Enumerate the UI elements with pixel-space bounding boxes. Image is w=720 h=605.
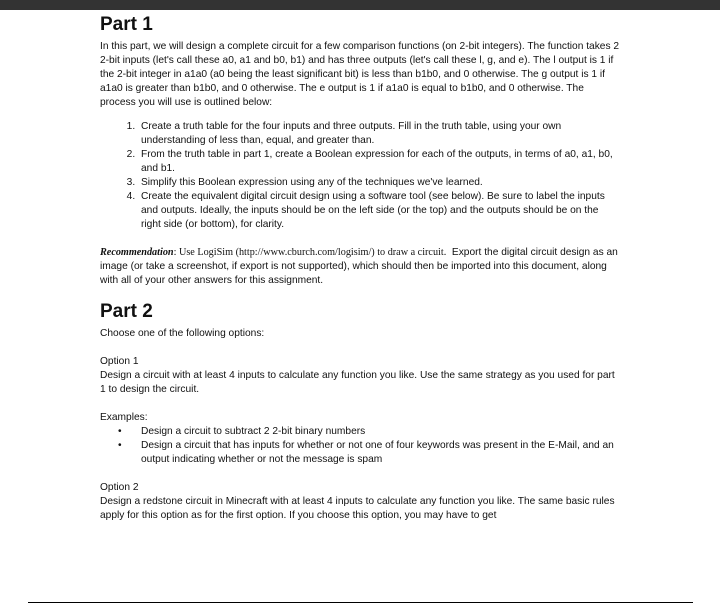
examples-label: Examples:	[100, 412, 148, 423]
list-item: 4. Create the equivalent digital circuit design using a software tool (see below). Be sure to label the inputs and outputs. Ideally, the inputs should be on the left side (or the top) and the outputs should be on the right side (or bottom), for clarity.	[138, 190, 620, 232]
bullet-icon: •	[118, 440, 122, 451]
list-item: 2. From the truth table in part 1, create a Boolean expression for each of the outputs, in terms of a0, a1, b0, and b1.	[138, 148, 620, 176]
examples-list	[100, 425, 620, 467]
list-item: • Design a circuit to subtract 2 2-bit binary numbers	[118, 426, 366, 437]
option1-title: Option 1	[100, 356, 139, 367]
bullet-icon: •	[118, 426, 122, 437]
recommendation-logisim: Use LogiSim (http://www.cburch.com/logisim/) to draw a circuit.	[178, 247, 447, 258]
recommendation-label: Recommendation	[100, 247, 174, 258]
page-footer-rule	[28, 602, 693, 603]
option2-text: Design a redstone circuit in Minecraft with at least 4 inputs to calculate any function you like. The same basic rules apply for this option as for the first option. If you choose this option, you may have to get	[100, 496, 615, 521]
list-item: 3. Simplify this Boolean expression using any of the techniques we've learned.	[138, 176, 620, 190]
recommendation-paragraph: Recommendation: Use LogiSim (http://www.cburch.com/logisim/) to draw a circuit. Export the digital circuit design as an image (or take a screenshot, if export is not supported), which should then be imported into this document, along with all of your other answers for this assignment.	[100, 247, 618, 286]
part2-intro: Choose one of the following options:	[100, 328, 265, 339]
list-item: 1. Create a truth table for the four inputs and three outputs. Fill in the truth table, using your own understanding of less than, equal, and greater than.	[138, 120, 620, 148]
part1-steps-list	[100, 120, 620, 232]
document-page	[100, 14, 620, 523]
part1-heading: Part 1	[100, 14, 153, 35]
option2-title: Option 2	[100, 482, 139, 493]
list-item: • Design a circuit that has inputs for whether or not one of four keywords was present in the E-Mail, and an output indicating whether or not the message is spam	[118, 440, 614, 465]
recommendation-text: Export the digital circuit design as an image (or take a screenshot, if export is not supported), which should then be imported into this document, along with all of your other answers for this assignment.	[100, 247, 618, 286]
option1-text: Design a circuit with at least 4 inputs to calculate any function you like. Use the same strategy as you used for part 1 to design the circuit.	[100, 370, 615, 395]
part2-heading: Part 2	[100, 301, 153, 322]
top-bar	[0, 0, 720, 10]
part1-intro: In this part, we will design a complete circuit for a few comparison functions (on 2-bit integers). The function takes 2 2-bit inputs (let's call these a0, a1 and b0, b1) and has three outputs (let's call these l, g, and e). The l output is 1 if the 2-bit integer in a1a0 (a0 being the least significant bit) is less than b1b0, and 0 otherwise. The g output is 1 if a1a0 is greater than b1b0, and 0 otherwise. The e output is 1 if a1a0 is equal to b1b0, and 0 otherwise. The process you will use is outlined below:	[100, 41, 620, 108]
